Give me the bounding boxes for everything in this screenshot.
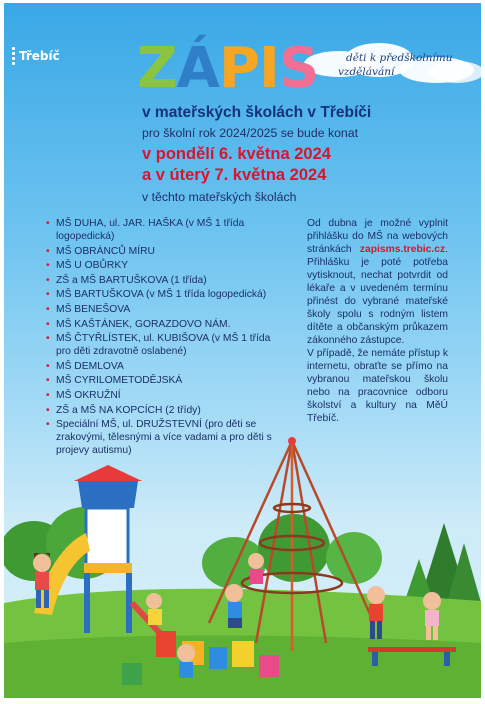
website-link[interactable]: zapisms.trebic.cz xyxy=(359,244,446,255)
subtitle: v mateřských školách v Třebíči xyxy=(142,104,372,121)
school-item: • ZŠ a MŠ BARTUŠKOVA (1 třída) xyxy=(46,274,286,287)
school-item: • ZŠ a MŠ NA KOPCÍCH (2 třídy) xyxy=(46,404,286,417)
handwritten-line: vzdělávání xyxy=(338,66,395,79)
title-letter: I xyxy=(259,36,279,101)
school-item: • MŠ BARTUŠKOVA (v MŠ 1 třída logopedická) xyxy=(46,288,286,301)
school-item: • MŠ KAŠTÁNEK, GORAZDOVO NÁM. xyxy=(46,318,286,331)
title-letter: S xyxy=(278,36,319,101)
title-letter: Á xyxy=(176,36,219,101)
logo-text: Třebíč xyxy=(19,49,60,63)
school-item: • MŠ U OBŮRKY xyxy=(46,259,286,272)
school-item: • MŠ OBRÁNCŮ MÍRU xyxy=(46,245,286,258)
school-item: • Speciální MŠ, ul. DRUŽSTEVNÍ (pro děti se zrakovými, tělesnými a více vadami a pro děti s projevy autismu) xyxy=(46,418,286,457)
school-item: • MŠ ČTYŘLÍSTEK, ul. KUBIŠOVA (v MŠ 1 třída pro děti zdravotně oslabené) xyxy=(46,332,286,358)
school-item: • MŠ DEMLOVA xyxy=(46,360,286,373)
date-line-1: v pondělí 6. května 2024 xyxy=(142,145,331,163)
info-p2: V případě, že nemáte přístup k internetu, obraťte se přímo na vybranou mateřskou školu nebo na pracovnice odboru školství a kultury na MěÚ Třebíč. xyxy=(307,348,448,424)
poster xyxy=(4,3,481,698)
handwritten-line: děti k předškolnímu xyxy=(346,52,453,64)
info-p1-start: Od dubna je možné vyplnit přihlášku do MŠ na webových stránkách xyxy=(307,218,448,255)
info-p1-end: . Přihlášku je poté potřeba vytisknout, nechat potvrdit od lékaře a v uvedeném termínu přinést do vybrané mateřské školy spolu s rodným listem dítěte a občanským průkazem zákonného zástupce. xyxy=(307,244,448,346)
school-item: • MŠ DUHA, ul. JAR. HAŠKA (v MŠ 1 třída logopedická) xyxy=(46,217,286,243)
school-item: • MŠ OKRUŽNÍ xyxy=(46,389,286,402)
school-item: • MŠ BENEŠOVA xyxy=(46,303,286,316)
playground-illustration xyxy=(4,3,481,698)
pyramid-top-ball xyxy=(288,437,296,445)
title-letter: Z xyxy=(137,36,177,101)
date-line-2: a v úterý 7. května 2024 xyxy=(142,166,327,184)
school-item: • MŠ CYRILOMETODĚJSKÁ xyxy=(46,374,286,387)
schools-intro: v těchto mateřských školách xyxy=(142,190,297,204)
school-year-line: pro školní rok 2024/2025 se bude konat xyxy=(142,126,359,140)
title-letter: P xyxy=(218,36,259,101)
